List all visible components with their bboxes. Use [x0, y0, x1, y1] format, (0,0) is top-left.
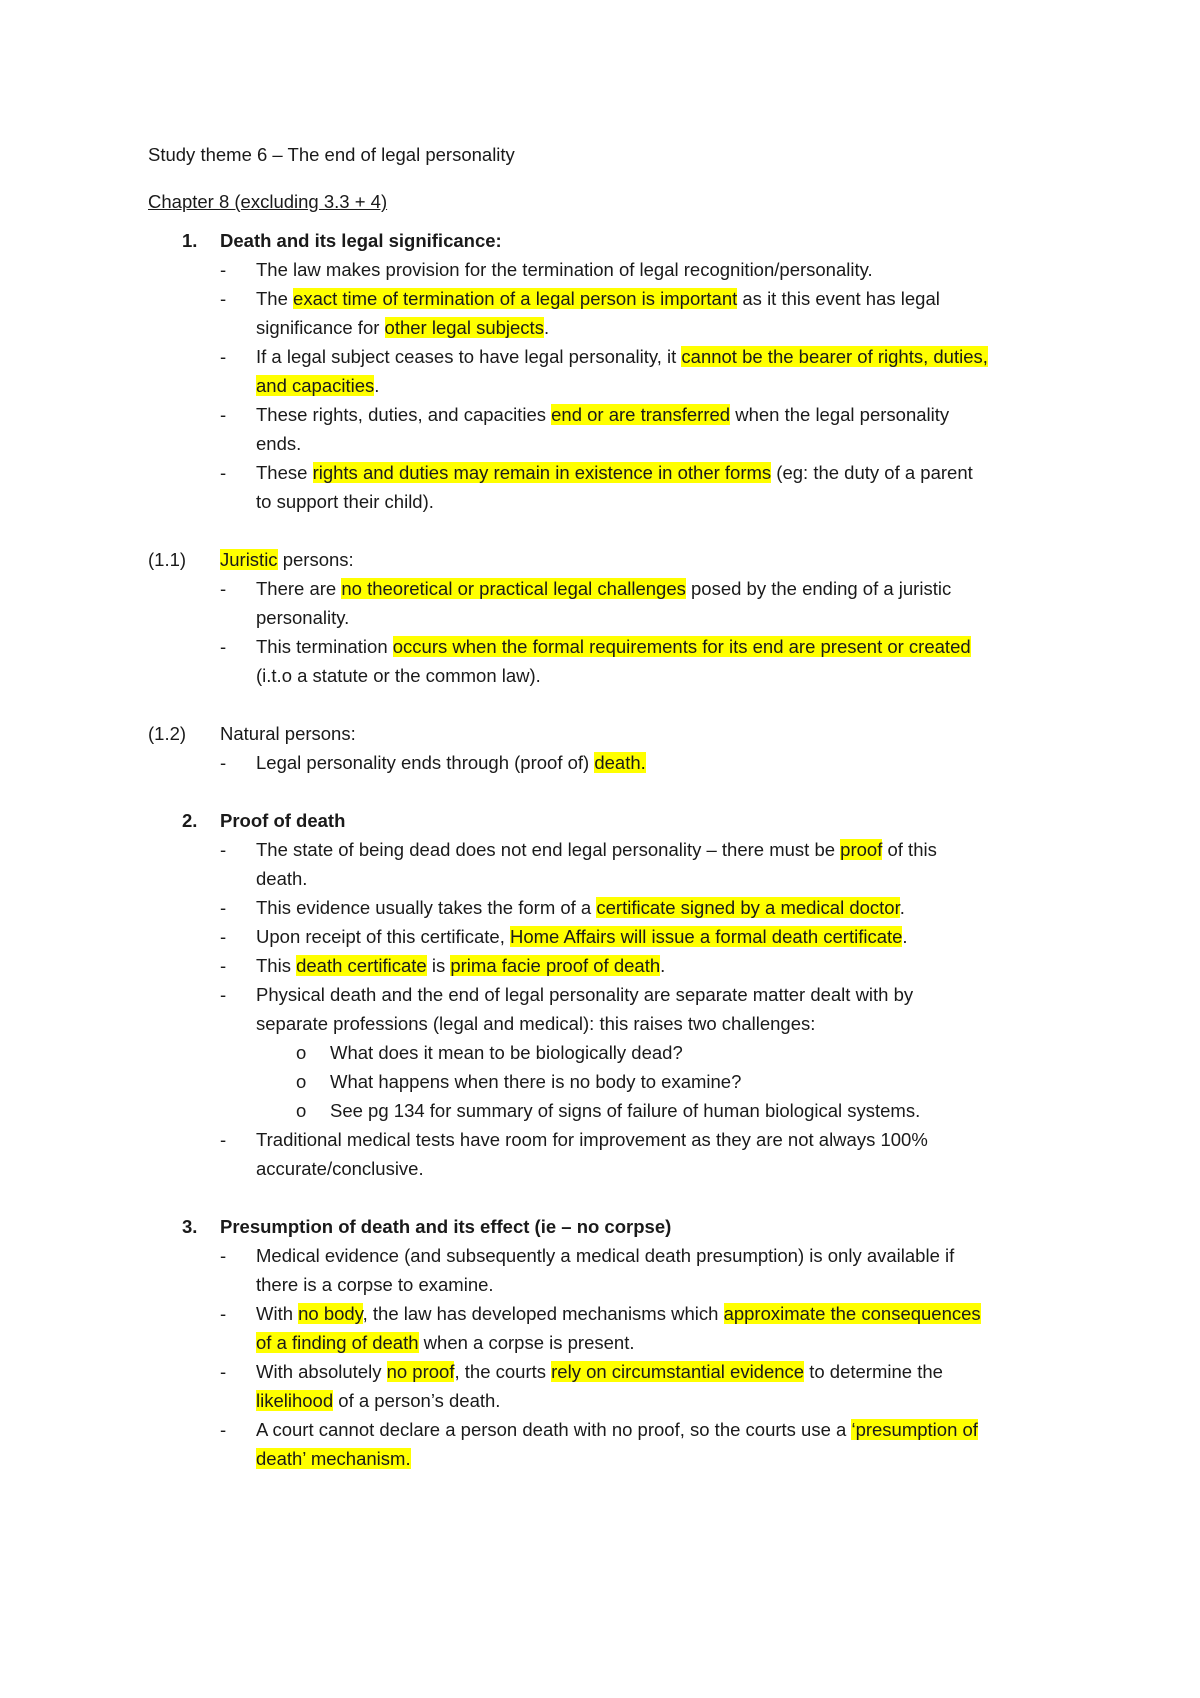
text-run: (eg: the duty of a parent: [771, 462, 973, 483]
text-run: .: [902, 926, 908, 947]
spacer: [148, 690, 1078, 719]
list-item: [148, 893, 1078, 922]
list-item-text: [148, 897, 905, 918]
list-item: [148, 400, 1078, 429]
bullet-dash: -: [220, 955, 227, 976]
list-item-text: [148, 346, 988, 367]
highlighted-text: exact time of termination of a legal person is important: [293, 288, 738, 309]
text-run: , the law has developed mechanisms which: [362, 1303, 724, 1324]
list-item-text: accurate/conclusive.: [256, 1158, 424, 1179]
list-item: [148, 980, 1078, 1009]
sub-list-item-text: What does it mean to be biologically dead?: [330, 1042, 683, 1063]
text-run: .: [374, 375, 380, 396]
bullet-dash: -: [220, 1361, 227, 1382]
list-item: [148, 458, 1078, 487]
highlighted-text: occurs when the formal requirements for its end are present or created: [392, 636, 971, 657]
bullet-circle: o: [296, 1042, 307, 1063]
list-item-continuation: [148, 1154, 1078, 1183]
bullet-dash: -: [220, 288, 227, 309]
text-run: is: [426, 955, 451, 976]
list-item-text: [148, 288, 940, 309]
highlighted-text: of a finding of death: [256, 1332, 419, 1353]
highlighted-text: death.: [594, 752, 646, 773]
list-item-text: ends.: [256, 433, 302, 454]
text-run: to determine the: [804, 1361, 943, 1382]
list-item-continuation: [148, 1328, 1078, 1357]
list-item: [148, 1415, 1078, 1444]
list-item-text: death.: [256, 868, 308, 889]
text-run: Legal personality ends through (proof of): [256, 752, 595, 773]
list-item-text: [148, 839, 937, 860]
list-item-text: [148, 578, 951, 599]
list-item-continuation: [148, 429, 1078, 458]
highlighted-text: death certificate: [296, 955, 427, 976]
text-run: .: [660, 955, 666, 976]
list-item-text: [148, 926, 908, 947]
highlighted-text: Juristic: [220, 549, 278, 570]
bullet-dash: -: [220, 984, 227, 1005]
highlighted-text: no body: [298, 1303, 363, 1324]
list-item-continuation: [148, 1386, 1078, 1415]
list-item-text: Physical death and the end of legal personality are separate matter dealt with by: [256, 984, 914, 1005]
highlighted-text: approximate the consequences: [723, 1303, 981, 1324]
list-item-text: personality.: [256, 607, 350, 628]
text-run: when a corpse is present.: [418, 1332, 635, 1353]
bullet-dash: -: [220, 1419, 227, 1440]
list-item-text: The law makes provision for the termination of legal recognition/personality.: [256, 259, 873, 280]
text-run: These rights, duties, and capacities: [256, 404, 552, 425]
bullet-dash: -: [220, 1245, 227, 1266]
section-number: 1.: [182, 230, 198, 251]
section-2-heading: [148, 806, 1078, 835]
bullet-dash: -: [220, 897, 227, 918]
spacer: [148, 516, 1078, 545]
section-number: (1.1): [148, 549, 187, 570]
section-3-heading: [148, 1212, 1078, 1241]
section-1-2-heading: [148, 719, 1078, 748]
list-item-text: Traditional medical tests have room for improvement as they are not always 100%: [256, 1129, 928, 1150]
text-run: of a person’s death.: [333, 1390, 501, 1411]
section-title: Presumption of death and its effect (ie – no corpse): [220, 1216, 672, 1237]
text-run: These: [256, 462, 313, 483]
list-item: [148, 632, 1078, 661]
text-run: posed by the ending of a juristic: [685, 578, 952, 599]
highlighted-text: end or are transferred: [551, 404, 731, 425]
list-item: [148, 1299, 1078, 1328]
sub-list-item: [148, 1096, 1078, 1125]
text-run: significance for: [256, 317, 385, 338]
text-run: With: [256, 1303, 299, 1324]
text-run: when the legal personality: [730, 404, 950, 425]
highlighted-text: no theoretical or practical legal challenges: [341, 578, 686, 599]
sub-list-item: [148, 1038, 1078, 1067]
section-number: 3.: [182, 1216, 198, 1237]
highlighted-text: cannot be the bearer of rights, duties,: [681, 346, 988, 367]
list-item: [148, 922, 1078, 951]
bullet-dash: -: [220, 926, 227, 947]
highlighted-text: proof: [840, 839, 883, 860]
list-item: [148, 951, 1078, 980]
text-run: , the courts: [454, 1361, 552, 1382]
section-number: 2.: [182, 810, 198, 831]
list-item-text: [148, 317, 549, 338]
text-run: persons:: [277, 549, 354, 570]
section-1-heading: [148, 226, 1078, 255]
list-item-text: [148, 1390, 500, 1411]
text-run: If a legal subject ceases to have legal personality, it: [256, 346, 682, 367]
list-item: [148, 1357, 1078, 1386]
list-item-text: [148, 375, 379, 396]
text-run: Upon receipt of this certificate,: [256, 926, 510, 947]
list-item-text: [148, 1419, 978, 1440]
list-item-continuation: [148, 371, 1078, 400]
list-item-text: separate professions (legal and medical): this raises two challenges:: [256, 1013, 816, 1034]
list-item: [148, 748, 1078, 777]
spacer: [148, 1183, 1078, 1212]
bullet-dash: -: [220, 1303, 227, 1324]
highlighted-text: likelihood: [256, 1390, 334, 1411]
text-run: as it this event has legal: [737, 288, 940, 309]
highlighted-text: prima facie proof of death: [450, 955, 661, 976]
text-run: This termination: [256, 636, 393, 657]
list-item: [148, 1125, 1078, 1154]
list-item: [148, 835, 1078, 864]
text-run: This: [256, 955, 297, 976]
highlighted-text: certificate signed by a medical doctor: [596, 897, 900, 918]
chapter-reference: Chapter 8 (excluding 3.3 + 4): [148, 191, 388, 212]
text-run: This evidence usually takes the form of a: [256, 897, 597, 918]
section-title: Proof of death: [220, 810, 346, 831]
highlighted-text: death’ mechanism.: [256, 1448, 411, 1469]
list-item: [148, 255, 1078, 284]
list-item-text: Medical evidence (and subsequently a medical death presumption) is only available if: [256, 1245, 955, 1266]
highlighted-text: ‘presumption of: [851, 1419, 978, 1440]
list-item-text: [148, 1448, 411, 1469]
list-item-text: [148, 1361, 943, 1382]
bullet-dash: -: [220, 578, 227, 599]
text-run: The: [256, 288, 294, 309]
bullet-dash: -: [220, 1129, 227, 1150]
list-item-continuation: [148, 1270, 1078, 1299]
bullet-circle: o: [296, 1100, 307, 1121]
text-run: With absolutely: [256, 1361, 387, 1382]
bullet-dash: -: [220, 839, 227, 860]
sub-list-item-text: What happens when there is no body to examine?: [330, 1071, 742, 1092]
list-item-continuation: [148, 661, 1078, 690]
bullet-circle: o: [296, 1071, 307, 1092]
sub-list-item-text: See pg 134 for summary of signs of failure of human biological systems.: [330, 1100, 921, 1121]
bullet-dash: -: [220, 404, 227, 425]
list-item-continuation: [148, 1444, 1078, 1473]
list-item: [148, 1241, 1078, 1270]
text-run: of this: [882, 839, 937, 860]
list-item-continuation: [148, 864, 1078, 893]
list-item-text: [148, 636, 971, 657]
section-title: Death and its legal significance:: [220, 230, 502, 251]
spacer: [148, 777, 1078, 806]
list-item-continuation: [148, 487, 1078, 516]
highlighted-text: other legal subjects: [384, 317, 544, 338]
list-item-text: to support their child).: [256, 491, 434, 512]
list-item-text: [148, 404, 949, 425]
list-item-text: [148, 462, 973, 483]
list-item: [148, 574, 1078, 603]
list-item: [148, 342, 1078, 371]
highlighted-text: rights and duties may remain in existence in other forms: [312, 462, 772, 483]
list-item-text: [148, 1303, 981, 1324]
section-title: Natural persons:: [220, 723, 356, 744]
highlighted-text: and capacities: [256, 375, 375, 396]
list-item-text: there is a corpse to examine.: [256, 1274, 494, 1295]
text-run: The state of being dead does not end legal personality – there must be: [256, 839, 841, 860]
section-number: (1.2): [148, 723, 187, 744]
bullet-dash: -: [220, 752, 227, 773]
document-body: [148, 140, 1078, 1473]
bullet-dash: -: [220, 259, 227, 280]
list-item-text: [148, 1332, 634, 1353]
bullet-dash: -: [220, 462, 227, 483]
text-run: A court cannot declare a person death with no proof, so the courts use a: [256, 1419, 852, 1440]
text-run: .: [899, 897, 905, 918]
list-item-continuation: [148, 313, 1078, 342]
bullet-dash: -: [220, 346, 227, 367]
document-title: Study theme 6 – The end of legal personality: [148, 144, 515, 165]
bullet-dash: -: [220, 636, 227, 657]
section-1-1-heading: [148, 545, 1078, 574]
highlighted-text: rely on circumstantial evidence: [551, 1361, 805, 1382]
list-item-text: (i.t.o a statute or the common law).: [256, 665, 541, 686]
list-item-continuation: [148, 603, 1078, 632]
highlighted-text: no proof: [386, 1361, 455, 1382]
list-item-continuation: [148, 1009, 1078, 1038]
sub-list-item: [148, 1067, 1078, 1096]
highlighted-text: Home Affairs will issue a formal death certificate: [509, 926, 903, 947]
text-run: .: [543, 317, 550, 338]
text-run: There are: [256, 578, 342, 599]
list-item: [148, 284, 1078, 313]
